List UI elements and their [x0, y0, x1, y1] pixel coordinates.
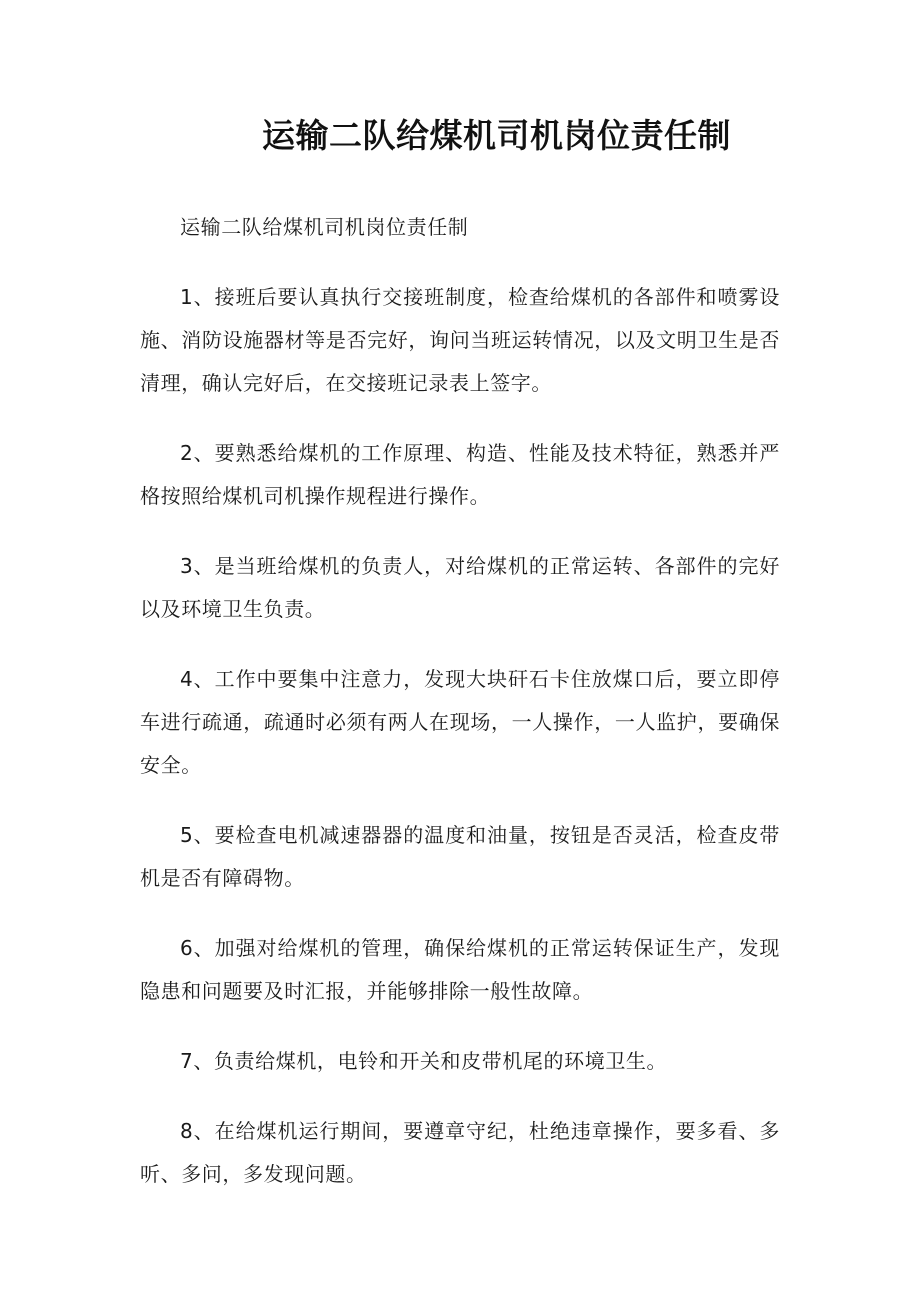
duty-item-6: 6、加强对给煤机的管理，确保给煤机的正常运转保证生产，发现隐患和问题要及时汇报，并能够排除一般性故障。	[140, 936, 780, 1003]
document-title: 运输二队给煤机司机岗位责任制	[262, 116, 731, 155]
duty-item-8: 8、在给煤机运行期间，要遵章守纪，杜绝违章操作，要多看、多听、多问，多发现问题。	[140, 1119, 780, 1186]
subtitle-paragraph: 运输二队给煤机司机岗位责任制	[180, 215, 469, 239]
duty-item-5: 5、要检查电机减速器器的温度和油量，按钮是否灵活，检查皮带机是否有障碍物。	[140, 823, 780, 890]
duty-item-4: 4、工作中要集中注意力，发现大块矸石卡住放煤口后，要立即停车进行疏通，疏通时必须有两人在现场，一人操作，一人监护，要确保安全。	[140, 667, 780, 777]
duty-item-1: 1、接班后要认真执行交接班制度，检查给煤机的各部件和喷雾设施、消防设施器材等是否完好，询问当班运转情况，以及文明卫生是否清理，确认完好后，在交接班记录表上签字。	[140, 285, 780, 395]
duty-item-3: 3、是当班给煤机的负责人，对给煤机的正常运转、各部件的完好以及环境卫生负责。	[140, 554, 780, 621]
duty-item-7: 7、负责给煤机，电铃和开关和皮带机尾的环境卫生。	[180, 1049, 668, 1073]
duty-item-2: 2、要熟悉给煤机的工作原理、构造、性能及技术特征，熟悉并严格按照给煤机司机操作规程进行操作。	[140, 441, 780, 508]
